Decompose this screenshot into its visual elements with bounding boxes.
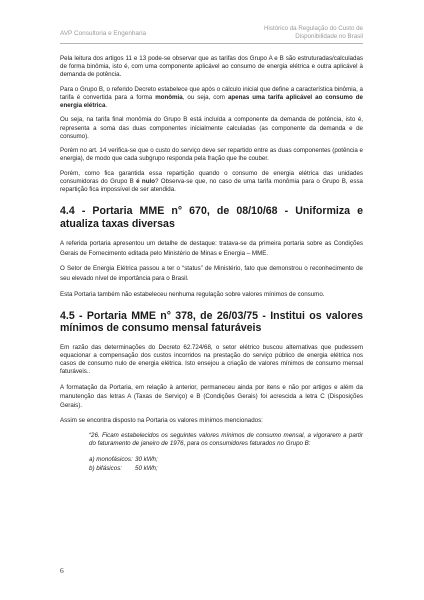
- header-title-line2: Disponibilidade no Brasil: [295, 32, 363, 40]
- paragraph: A referida portaria apresentou um detalhe de destaque: tratava-se da primeira portaria sobre as Condições Gerais de Fornecimento editada pelo Ministério de Minas e Energia – MME.: [60, 240, 363, 257]
- paragraph: Assim se encontra disposto na Portaria os valores mínimos mencionados:: [60, 417, 263, 425]
- quote-item-value: 50 kWh;: [135, 464, 158, 472]
- paragraph: [60, 170, 363, 194]
- paragraph: Pela leitura dos artigos 11 e 13 pode-se observar que as tarifas dos Grupo A e B são estruturadas/calculadas de forma binômia, isto é, com uma componente aplicável ao consumo de energia elétrica e outra aplicável à demanda de potência.: [60, 55, 363, 79]
- paragraph: Em razão das determinações do Decreto 62.724/68, o setor elétrico buscou alternativas que pudessem equacionar a compensação dos custos incorridos na prestação do serviço público de energia elétrica nos casos de consumo nulo de energia elétrica. Isto ensejou a criação de valores mínimos de consumo mensal faturáveis..: [60, 344, 363, 376]
- quote-item: [89, 455, 363, 464]
- header-title-line1: Histórico da Regulação do Custo de: [263, 25, 363, 32]
- body-content: [60, 55, 363, 473]
- quote-text: “26. Ficam estabelecidos os seguintes valores mínimos de consumo mensal, a vigorarem a partir do faturamento de janeiro de 1976, para os consumidores faturados no Grupo B:: [89, 431, 363, 448]
- text: Porém, como fica garantida essa repartição quando o consumo de energia elétrica das unidades consumidoras do Grupo B: [60, 169, 363, 185]
- text: .: [105, 101, 108, 109]
- text: ? Observa-se que, no caso de uma tarifa monômia para o Grupo B, essa repartição fica impossível de ser atendida.: [60, 177, 364, 193]
- quote-item: [89, 464, 363, 473]
- text: Para o Grupo B, o referido Decreto estabelece que após o cálculo inicial que define a característica binômia, a tarifa é convertida para a forma: [60, 85, 363, 101]
- paragraph: Porém no art. 14 verifica-se que o custo do serviço deve ser repartido entre as duas componentes (potência e energia), de modo que cada subgrupo responda pela fração que lhe couber.: [60, 147, 363, 163]
- paragraph: O Setor de Energia Elétrica passou a ter o “status” de Ministério, fato que demonstrou o reconhecimento de seu elevado nível de importância para o Brasil.: [60, 265, 363, 282]
- quote-item-value: 30 kWh;: [135, 455, 158, 463]
- paragraph: [60, 86, 363, 110]
- quote-item-label: b) bifásicos:: [89, 464, 123, 472]
- paragraph: Esta Portaria também não estabeleceu nenhuma regulação sobre valores mínimos de consumo.: [60, 290, 325, 298]
- emphasis: é nulo: [136, 177, 155, 185]
- emphasis: monômia: [155, 93, 183, 101]
- header-doc-title: [223, 25, 363, 41]
- emphasis: apenas uma tarifa aplicável ao consumo de energia elétrica: [60, 93, 363, 109]
- paragraph: Ou seja, na tarifa final monômia do Grupo B está incluída a componente da demanda de potência, isto é, representa a soma das duas componentes inicialmente calculadas (as componente da demanda e de consumo).: [60, 116, 363, 140]
- quote-item-label: a) monofásicos:: [89, 455, 133, 463]
- section-heading-4-5: 4.5 - Portaria MME n° 378, de 26/03/75 - Institui os valores mínimos de consumo mensal faturáveis: [60, 309, 363, 335]
- header-divider: [60, 43, 363, 44]
- header-company: AVP Consultoria e Engenharia: [60, 30, 147, 37]
- text: , ou seja, com: [182, 93, 228, 101]
- section-heading-4-4: 4.4 - Portaria MME n° 670, de 08/10/68 - Uniformiza e atualiza taxas diversas: [60, 205, 363, 230]
- page-number: 6: [60, 566, 64, 575]
- paragraph: A formatação da Portaria, em relação à anterior, permaneceu ainda por itens e não por artigos e além da manutenção das letras A (Taxas de Serviço) e B (Condições Gerais) foi acrescida a letra C (Disposições Gerais).: [60, 383, 363, 410]
- block-quote: [89, 432, 363, 473]
